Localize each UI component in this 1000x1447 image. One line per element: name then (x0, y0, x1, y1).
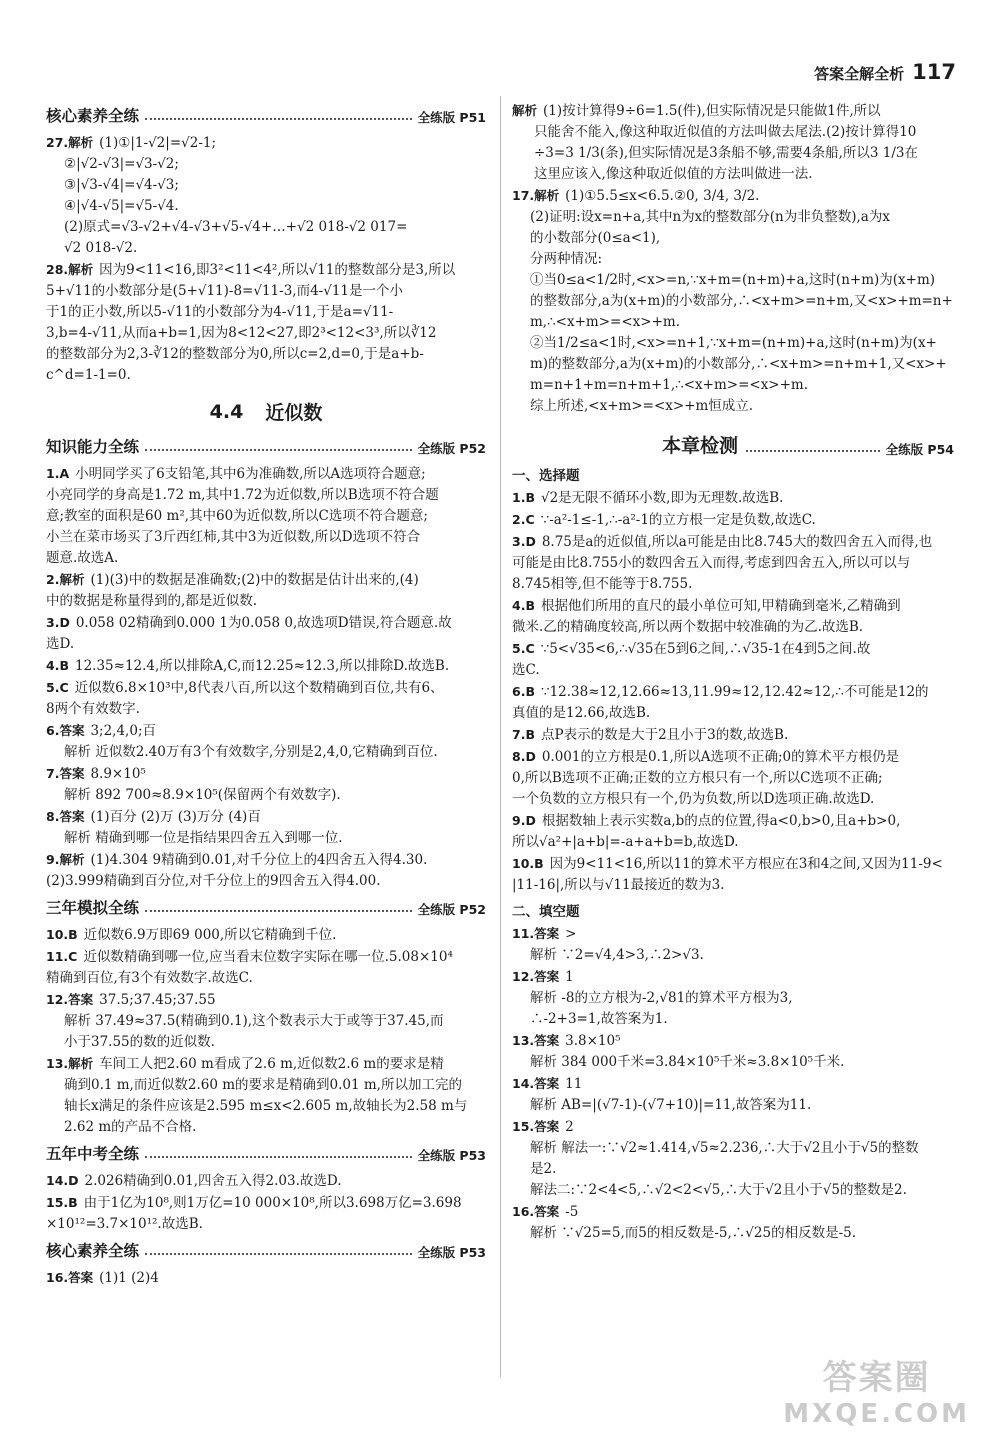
answer-line (46, 849, 486, 871)
answer-line (46, 463, 486, 485)
answer-line (512, 270, 954, 291)
answer-text: 8.745相等,但不能等于8.755. (512, 576, 693, 592)
answer-line (512, 1138, 954, 1159)
question-number: 7.答案 (46, 766, 85, 781)
answer-text: m=n+1+m=n+m+1,∴<x+m>=<x>+m. (530, 377, 809, 393)
left-column (46, 100, 486, 1289)
answer-text: ②|√2-√3|=√3-√2; (64, 156, 179, 172)
answer-line (512, 1030, 954, 1052)
answer-text: 综上所述,<x+m>=<x>+m恒成立. (530, 398, 754, 414)
question-number: 15.B (46, 1195, 78, 1210)
answer-line (512, 810, 954, 832)
answer-text: 是2. (530, 1161, 557, 1177)
subsection-heading: 一、选择题 (512, 468, 580, 484)
answer-line (46, 365, 486, 386)
question-number: 3.D (46, 615, 70, 630)
answer-line (46, 806, 486, 828)
answer-line (46, 196, 486, 217)
answer-line (512, 923, 954, 945)
answer-text: 3;2,4,0;百 (90, 723, 156, 739)
answer-text: 确到0.1 m,而近似数2.60 m的要求是精确到0.01 m,所以加工完的 (64, 1077, 462, 1093)
answer-text: 这里应该入,像这种取近似值的方法叫做进一法. (534, 166, 813, 182)
watermark-logo (783, 1350, 970, 1429)
answer-line (46, 175, 486, 196)
answer-text: 一个负数的立方根只有一个,仍为负数,所以D选项正确.故选D. (512, 791, 875, 807)
answer-text: 8.9×10⁵ (90, 766, 146, 782)
chapter-heading (46, 398, 486, 425)
answer-text: 因为9<11<16,所以11的算术平方根应在3和4之间,又因为11-9< (549, 856, 943, 872)
answer-line (46, 548, 486, 569)
answer-text: 0.001的立方根是0.1,所以A选项不正确;0的算术平方根仍是 (541, 749, 900, 765)
answer-line (46, 742, 486, 763)
question-number: 10.B (512, 856, 544, 871)
answer-text: -5 (565, 1204, 579, 1220)
answer-text: 12.35≈12.4,所以排除A,C,而12.25≈12.3,所以排除D.故选B. (74, 658, 450, 674)
question-number: 2.解析 (46, 572, 85, 587)
dotted-leader (145, 1253, 412, 1255)
answer-text: 3.8×10⁵ (565, 1033, 621, 1049)
answer-line (46, 259, 486, 281)
chapter-title: 近似数 (265, 402, 323, 424)
question-number: 6.B (512, 684, 535, 699)
answer-text: 解法二:∵2<4<5,∴√2<2<√5,∴大于√2且小于√5的整数是2. (530, 1182, 907, 1198)
section-title: 核心素养全练 (46, 1242, 140, 1260)
answer-line (46, 720, 486, 742)
answer-line (512, 396, 954, 417)
answer-text: 点P表示的数是大于2且小于3的数,故选B. (540, 727, 789, 743)
answer-line (46, 1267, 486, 1289)
answer-line (512, 1009, 954, 1030)
answer-line (46, 1053, 486, 1075)
question-number: 16.答案 (512, 1204, 560, 1219)
answer-line (512, 875, 954, 896)
answer-line (46, 281, 486, 302)
answer-text: 小于37.55的数的近似数. (64, 1034, 215, 1050)
subsection-heading: 二、填空题 (512, 904, 580, 920)
question-number: 7.B (512, 727, 535, 742)
answer-text: 真值的是12.66,故选B. (512, 705, 651, 721)
answer-text: 的整数部分为2,3-∛12的整数部分为0,所以c=2,d=0,于是a+b- (46, 346, 424, 362)
section-heading (46, 1142, 486, 1164)
dotted-leader (145, 118, 412, 120)
answer-text: ∵12.38≈12,12.66≈13,11.99≈12,12.42≈12,∴不可能是12的 (540, 684, 929, 700)
answer-line (46, 591, 486, 612)
question-number: 28.解析 (46, 262, 94, 277)
answer-text: 根据数轴上表示实数a,b的点的位置,得a<0,b>0,且a+b>0, (541, 813, 901, 829)
answer-line (46, 946, 486, 968)
answer-line (46, 968, 486, 989)
section-heading (46, 1239, 486, 1261)
answer-line (512, 1052, 954, 1073)
answer-line (512, 789, 954, 810)
answer-text: 解析 AB=|(√7-1)-(√7+10)|=11,故答案为11. (530, 1097, 812, 1113)
answer-text: 意;教室的面积是60 m²,其中60为近似数,所以C选项不符合题意; (46, 508, 428, 524)
answer-line (512, 595, 954, 617)
question-number: 9.D (512, 813, 536, 828)
answer-line (512, 312, 954, 333)
dotted-leader (145, 1156, 412, 1158)
answer-text: ∵-a²-1≤-1,∴-a²-1的立方根一定是负数,故选C. (540, 512, 816, 528)
page-header (814, 60, 956, 84)
answer-text: 轴长x满足的条件应该是2.595 m≤x<2.605 m,故轴长为2.58 m与 (64, 1098, 468, 1114)
question-number: 5.C (512, 641, 535, 656)
answer-line (46, 828, 486, 849)
answer-line (512, 228, 954, 249)
answer-text: ②当1/2≤a<1时,<x>=n+1,∵x+m=(n+m)+a,这时(n+m)为(x+ (530, 335, 937, 351)
question-number: 3.D (512, 534, 536, 549)
answer-line (512, 487, 954, 509)
question-number: 4.B (46, 658, 69, 673)
answer-text: 小明同学买了6支铅笔,其中6为准确数,所以A选项符合题意; (75, 466, 426, 482)
dotted-leader (145, 449, 412, 451)
question-number: 15.答案 (512, 1119, 560, 1134)
answer-text: (1)按计算得9÷6=1.5(件),但实际情况是只能做1件,所以 (543, 103, 881, 119)
answer-line (46, 677, 486, 699)
answer-text: 解析 近似数2.40万有3个有效数字,分别是2,4,0,它精确到百位. (64, 744, 438, 760)
answer-text: 的整数部分,a为(x+m)的小数部分,∴<x+m>=n+m,又<x>+m=n+ (530, 293, 953, 309)
answer-line (512, 1201, 954, 1223)
question-number: 13.答案 (512, 1033, 560, 1048)
answer-line (512, 1159, 954, 1180)
answer-line (46, 506, 486, 527)
question-number: 5.C (46, 680, 69, 695)
question-number: 8.答案 (46, 809, 85, 824)
answer-text: ③|√3-√4|=√4-√3; (64, 177, 179, 193)
answer-line (46, 238, 486, 259)
answer-line (512, 681, 954, 703)
question-number: 12.答案 (512, 969, 560, 984)
answer-text: 解析 892 700≈8.9×10⁵(保留两个有效数字). (64, 787, 341, 803)
answer-text: 题意.故选A. (46, 550, 119, 566)
section-title: 三年模拟全练 (46, 899, 140, 917)
answer-line (512, 531, 954, 553)
answer-text: ∴-2+3=1,故答案为1. (530, 1011, 668, 1027)
section-title: 核心素养全练 (46, 107, 140, 125)
answer-text: > (565, 926, 577, 942)
section-reference: 全练版 P51 (417, 110, 486, 125)
answer-text: 2.026精确到0.01,四舍五入得2.03.故选D. (84, 1173, 342, 1189)
answer-line (46, 1192, 486, 1214)
watermark-text: 答案圈 (822, 1358, 931, 1398)
chapter-number: 4.4 (209, 400, 244, 423)
answer-text: 8两个有效数字. (46, 701, 140, 717)
answer-line (46, 785, 486, 806)
answer-line (512, 853, 954, 875)
answer-text: √2 018-√2. (64, 240, 138, 256)
answer-line (46, 485, 486, 506)
question-number: 27.解析 (46, 135, 94, 150)
answer-line (512, 1116, 954, 1138)
answer-text: m,∴<x+m>=<x>+m. (530, 314, 680, 330)
answer-line (46, 302, 486, 323)
answer-text: 选C. (512, 662, 540, 678)
answer-line (512, 207, 954, 228)
answer-text: 11 (565, 1076, 583, 1092)
answer-line (512, 122, 954, 143)
answer-line (512, 768, 954, 789)
section-reference: 全练版 P52 (417, 902, 486, 917)
answer-text: m)的整数部分,a为(x+m)的小数部分,∴<x+m>=n+m+1,又<x>+ (530, 356, 947, 372)
page-number: 117 (912, 60, 956, 84)
answer-text: 2.62 m的产品不合格. (64, 1119, 197, 1135)
answer-line (512, 354, 954, 375)
answer-text: |11-16|,所以与√11最接近的数为3. (512, 877, 725, 893)
answer-line (512, 143, 954, 164)
answer-text: (1)4.304 9精确到0.01,对千分位上的4四舍五入得4.30. (90, 852, 428, 868)
answer-text: 因为9<11<16,即3²<11<4²,所以√11的整数部分是3,所以 (99, 262, 456, 278)
question-number: 1.A (46, 466, 70, 481)
answer-line (46, 1117, 486, 1138)
answer-line (512, 724, 954, 746)
chapter-test-title: 本章检测 (662, 435, 739, 457)
answer-line (46, 132, 486, 154)
answer-text: 近似数6.9万即69 000,所以它精确到千位. (83, 927, 337, 943)
answer-line (46, 217, 486, 238)
question-number: 14.答案 (512, 1076, 560, 1091)
question-number: 11.C (46, 949, 78, 964)
question-number: 解析 (512, 103, 538, 118)
answer-text: 解析 37.49≈37.5(精确到0.1),这个数表示大于或等于37.45,而 (64, 1013, 444, 1029)
answer-text: 只能舍不能入,像这种取近似值的方法叫做去尾法.(2)按计算得10 (534, 124, 917, 140)
question-number: 6.答案 (46, 723, 85, 738)
answer-line (512, 249, 954, 270)
answer-text: 解析 解法一:∵√2≈1.414,√5≈2.236,∴大于√2且小于√5的整数 (530, 1140, 919, 1156)
question-number: 2.C (512, 512, 535, 527)
answer-line (512, 617, 954, 638)
answer-text: 解析 384 000千米=3.84×10⁵千米≈3.8×10⁵千米. (530, 1054, 845, 1070)
answer-line (46, 344, 486, 365)
answer-text: (2)原式=√3-√2+√4-√3+√5-√4+…+√2 018-√2 017= (64, 219, 408, 235)
answer-text: √2是无限不循环小数,即为无理数.故选B. (540, 490, 784, 506)
section-heading (46, 896, 486, 918)
answer-line (512, 988, 954, 1009)
question-number: 14.D (46, 1173, 79, 1188)
answer-line (46, 699, 486, 720)
answer-text: ×10¹²=3.7×10¹².故选B. (46, 1216, 203, 1232)
answer-line (46, 323, 486, 344)
question-number: 9.解析 (46, 852, 85, 867)
answer-text: 小兰在菜市场买了3斤西红柿,其中3为近似数,所以D选项不符合 (46, 529, 421, 545)
answer-line (512, 574, 954, 595)
answer-line (512, 164, 954, 185)
column-divider (500, 96, 501, 1378)
answer-line (512, 553, 954, 574)
answer-text: 2 (565, 1119, 574, 1135)
answer-line (512, 660, 954, 681)
answer-line (512, 185, 954, 207)
answer-line (512, 1073, 954, 1095)
answer-line (512, 1095, 954, 1116)
answer-text: (2)3.999精确到百分位,对千分位上的9四舍五入得4.00. (46, 873, 381, 889)
answer-line (512, 1223, 954, 1244)
answer-line (46, 763, 486, 785)
right-column (512, 100, 954, 1244)
answer-text: 根据他们所用的直尺的最小单位可知,甲精确到毫米,乙精确到 (540, 598, 901, 614)
answer-text: 小亮同学的身高是1.72 m,其中1.72为近似数,所以B选项不符合题 (46, 487, 439, 503)
answer-line (46, 634, 486, 655)
answer-line (46, 1170, 486, 1192)
answer-line (512, 100, 954, 122)
answer-line (512, 1180, 954, 1201)
answer-line (46, 924, 486, 946)
section-reference: 全练版 P54 (885, 442, 954, 457)
answer-line (46, 1214, 486, 1235)
chapter-test-heading (512, 431, 954, 458)
answer-text: 精确到百位,有3个有效数字.故选C. (46, 970, 253, 986)
answer-text: (2)证明:设x=n+a,其中n为x的整数部分(n为非负整数),a为x (530, 209, 890, 225)
section-heading (46, 435, 486, 457)
question-number: 17.解析 (512, 188, 560, 203)
answer-text: (1)百分 (2)万 (3)万分 (4)百 (90, 809, 261, 825)
answer-line (46, 1075, 486, 1096)
answer-text: c^d=1-1=0. (46, 367, 131, 383)
answer-line (46, 154, 486, 175)
question-number: 11.答案 (512, 926, 560, 941)
answer-text: 可能是由比8.755小的数四舍五入而得,考虑到四舍五入,所以可以与 (512, 555, 911, 571)
answer-line (46, 1096, 486, 1117)
question-number: 1.B (512, 490, 535, 505)
question-number: 8.D (512, 749, 536, 764)
answer-line (46, 569, 486, 591)
answer-text: (1)(3)中的数据是准确数;(2)中的数据是估计出来的,(4) (90, 572, 419, 588)
answer-text: 解析 ∵2=√4,4>3,∴2>√3. (530, 947, 704, 963)
answer-line (512, 291, 954, 312)
answer-text: 解析 -8的立方根为-2,√81的算术平方根为3, (530, 990, 793, 1006)
answer-line (512, 746, 954, 768)
answer-text: 3,b=4-√11,从而a+b=1,因为8<12<27,即2³<12<3³,所以∛12 (46, 325, 437, 341)
answer-line (46, 1011, 486, 1032)
answer-line (512, 703, 954, 724)
answer-text: 37.5;37.45;37.55 (99, 992, 216, 1008)
answer-text: 于1的正小数,所以5-√11的小数部分为4-√11,于是a=√11- (46, 304, 394, 320)
answer-text: 解析 精确到哪一位是指结果四舍五入到哪一位. (64, 830, 343, 846)
section-reference: 全练版 P53 (417, 1148, 486, 1163)
question-number: 16.答案 (46, 1270, 94, 1285)
section-title: 知识能力全练 (46, 438, 140, 456)
answer-text: ∵5<√35<6,∴√35在5到6之间,∴√35-1在4到5之间.故 (540, 641, 871, 657)
answer-text: 0,所以B选项不正确;正数的立方根只有一个,所以C选项不正确; (512, 770, 883, 786)
answer-line (46, 612, 486, 634)
answer-text: 选D. (46, 636, 75, 652)
answer-line (46, 1032, 486, 1053)
answer-text: 解析 ∵√25=5,而5的相反数是-5,∴√25的相反数是-5. (530, 1225, 857, 1241)
answer-text: 微米.乙的精确度较高,所以两个数据中较准确的为乙.故选B. (512, 619, 864, 635)
answer-text: ÷3=3 1/3(条),但实际情况是3条船不够,需要4条船,所以3 1/3在 (534, 145, 919, 161)
question-number: 4.B (512, 598, 535, 613)
answer-line (46, 989, 486, 1011)
question-number: 13.解析 (46, 1056, 94, 1071)
answer-text: (1)①5.5≤x<6.5.②0, 3/4, 3/2. (565, 188, 760, 204)
answer-text: 8.75是a的近似值,所以a可能是由比8.745大的数四舍五入而得,也 (541, 534, 933, 550)
section-reference: 全练版 P52 (417, 441, 486, 456)
answer-text: 近似数6.8×10³中,8代表八百,所以这个数精确到百位,共有6、 (74, 680, 444, 696)
answer-line (512, 333, 954, 354)
answer-text: ①当0≤a<1/2时,<x>=n,∵x+m=(n+m)+a,这时(n+m)为(x+m) (530, 272, 936, 288)
answer-line (512, 945, 954, 966)
answer-text: (1)1 (2)4 (99, 1270, 159, 1286)
answer-text: 所以√a²+|a+b|=-a+a+b=b,故选D. (512, 834, 739, 850)
question-number: 10.B (46, 927, 78, 942)
answer-text: 分两种情况: (530, 251, 603, 267)
answer-text: (1)①|1-√2|=√2-1; (99, 135, 217, 151)
answer-line (512, 638, 954, 660)
answer-text: 5+√11的小数部分是(5+√11)-8=√11-3,而4-√11是一个小 (46, 283, 404, 299)
section-title: 五年中考全练 (46, 1145, 140, 1163)
answer-text: 近似数精确到哪一位,应当看末位数字实际在哪一位.5.08×10⁴ (83, 949, 453, 965)
answer-text: 由于1亿为10⁸,则1万亿=10 000×10⁸,所以3.698万亿=3.698 (83, 1195, 462, 1211)
answer-text: 1 (565, 969, 574, 985)
dotted-leader (145, 910, 412, 912)
answer-text: 0.058 02精确到0.000 1为0.058 0,故选项D错误,符合题意.故 (75, 615, 452, 631)
answer-text: 的小数部分(0≤a<1), (530, 230, 661, 246)
section-heading (46, 104, 486, 126)
section-reference: 全练版 P53 (417, 1245, 486, 1260)
answer-text: 中的数据是称量得到的,都是近似数. (46, 593, 258, 609)
answer-line (46, 871, 486, 892)
question-number: 12.答案 (46, 992, 94, 1007)
answer-line (46, 527, 486, 548)
watermark-url: MXQE.COM (783, 1399, 970, 1429)
header-title: 答案全解全析 (814, 65, 905, 83)
answer-line (512, 966, 954, 988)
answer-line (512, 509, 954, 531)
answer-line (512, 375, 954, 396)
answer-text: 车间工人把2.60 m看成了2.6 m,近似数2.6 m的要求是精 (99, 1056, 444, 1072)
dotted-leader (746, 450, 880, 452)
answer-line (46, 655, 486, 677)
answer-line (512, 832, 954, 853)
answer-text: ④|√4-√5|=√5-√4. (64, 198, 179, 214)
